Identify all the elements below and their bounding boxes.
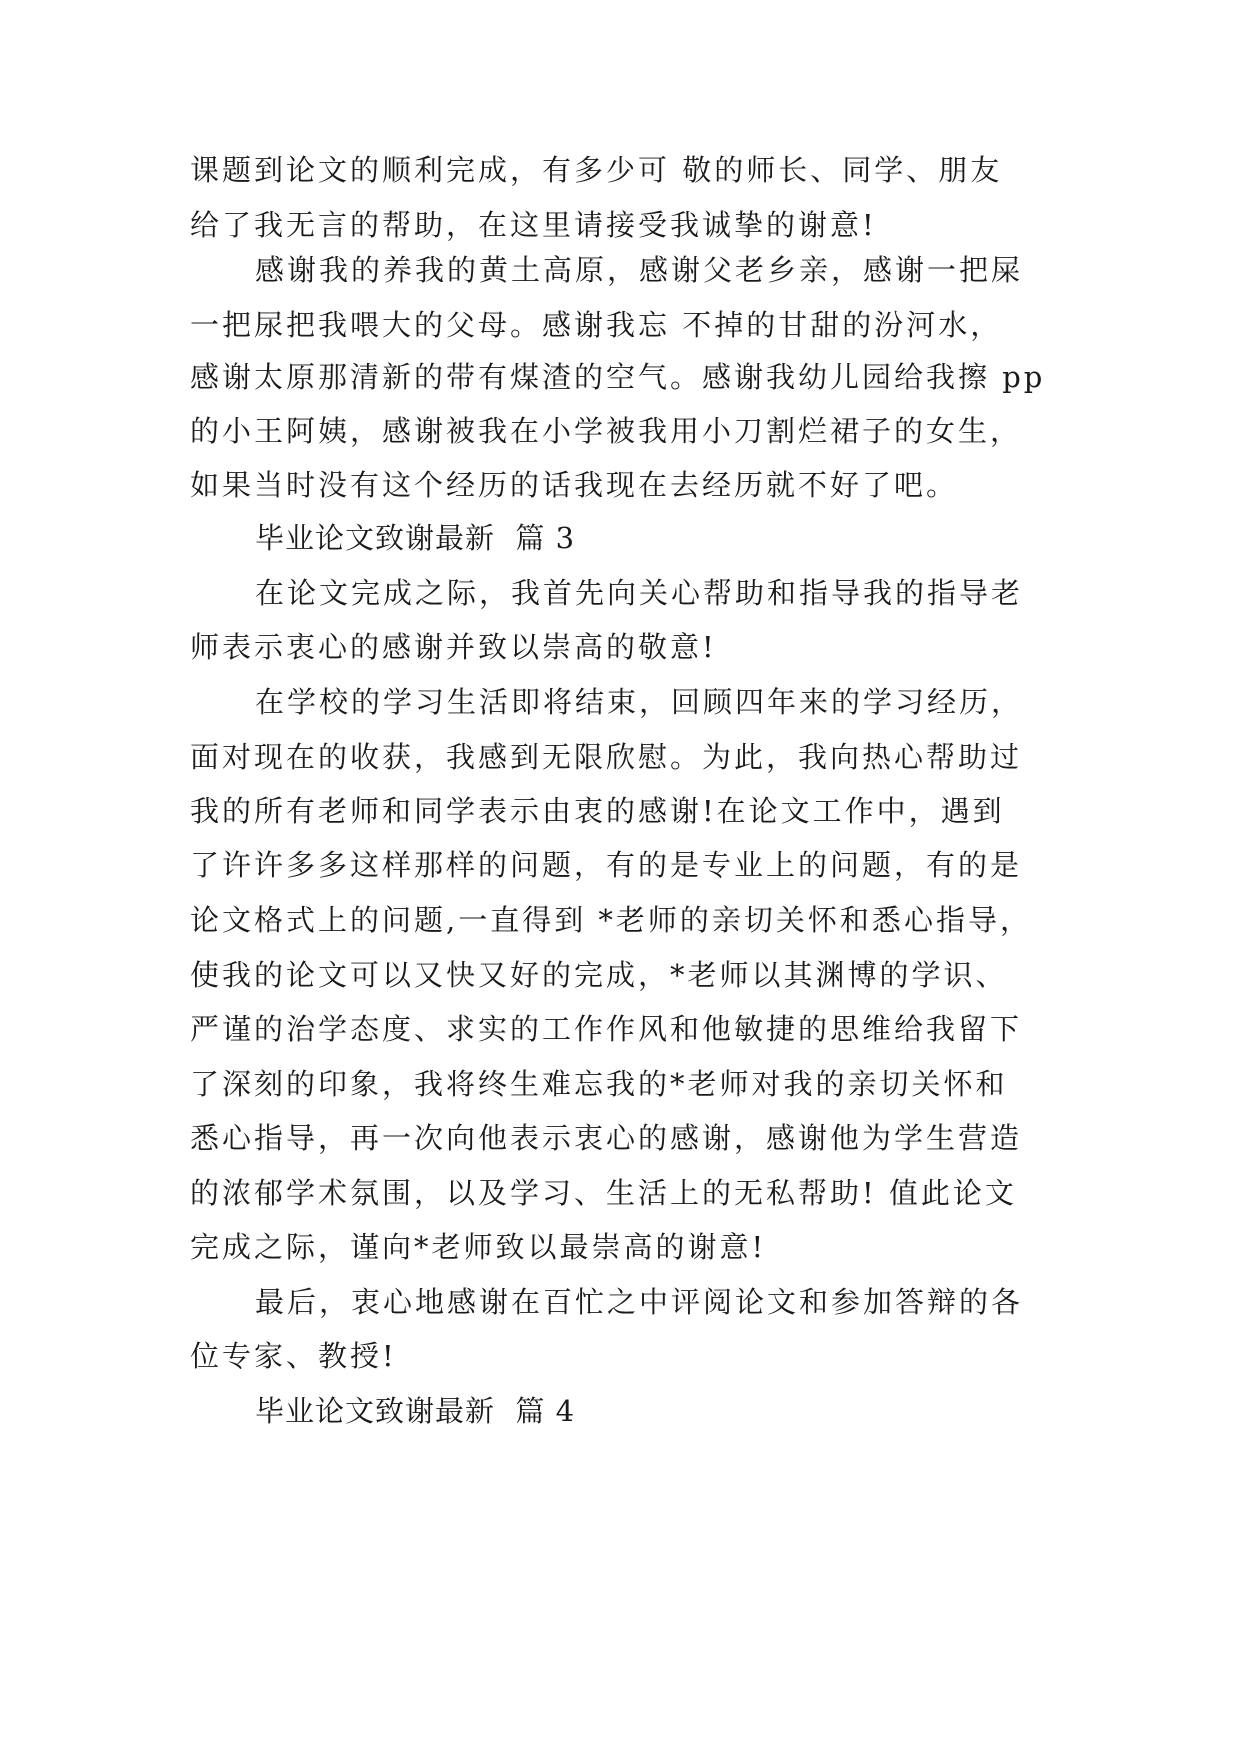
text-line: 完成之际，谨向*老师致以最崇高的谢意! [190,1230,767,1264]
text-line: 的小王阿姨，感谢被我在小学被我用小刀割烂裙子的女生， [190,414,1023,448]
text-line: 论文格式上的问题,一直得到 *老师的亲切关怀和悉心指导， [190,903,1032,937]
paragraph-line: 在论文完成之际，我首先向关心帮助和指导我的指导老 [255,576,1024,610]
text-line: 了深刻的印象，我将终生难忘我的*老师对我的亲切关怀和 [190,1067,1008,1101]
paragraph-line: 感谢我的养我的黄土高原，感谢父老乡亲，感谢一把屎 [255,253,1024,287]
text-line: 面对现在的收获，我感到无限欣慰。为此，我向热心帮助过 [190,740,1023,774]
paragraph-line: 在学校的学习生活即将结束，回顾四年来的学习经历， [255,685,1024,719]
text-line: 给了我无言的帮助，在这里请接受我诚挚的谢意! [190,208,877,242]
text-line: 感谢太原那清新的带有煤渣的空气。感谢我幼儿园给我擦 pp [190,360,1046,394]
text-line: 我的所有老师和同学表示由衷的感谢!在论文工作中，遇到 [190,794,1005,828]
text-line: 使我的论文可以又快又好的完成，*老师以其渊博的学识、 [190,958,1008,992]
text-line: 一把尿把我喂大的父母。感谢我忘 不掉的甘甜的汾河水， [190,308,1003,342]
text-line: 了许许多多这样那样的问题，有的是专业上的问题，有的是 [190,848,1023,882]
paragraph-line: 最后，衷心地感谢在百忙之中评阅论文和参加答辩的各 [255,1285,1024,1319]
text-line: 师表示衷心的感谢并致以崇高的敬意! [190,630,717,664]
text-line: 位专家、教授! [190,1339,397,1373]
section-heading: 毕业论文致谢最新 篇 4 [255,1394,576,1428]
text-line: 如果当时没有这个经历的话我现在去经历就不好了吧。 [190,468,959,502]
section-heading: 毕业论文致谢最新 篇 3 [255,521,576,555]
text-line: 严谨的治学态度、求实的工作作风和他敏捷的思维给我留下 [190,1012,1023,1046]
text-line: 的浓郁学术氛围，以及学习、生活上的无私帮助! 值此论文 [190,1176,1017,1210]
text-line: 悉心指导，再一次向他表示衷心的感谢，感谢他为学生营造 [190,1121,1023,1155]
text-line: 课题到论文的顺利完成，有多少可 敬的师长、同学、朋友 [190,153,1003,187]
